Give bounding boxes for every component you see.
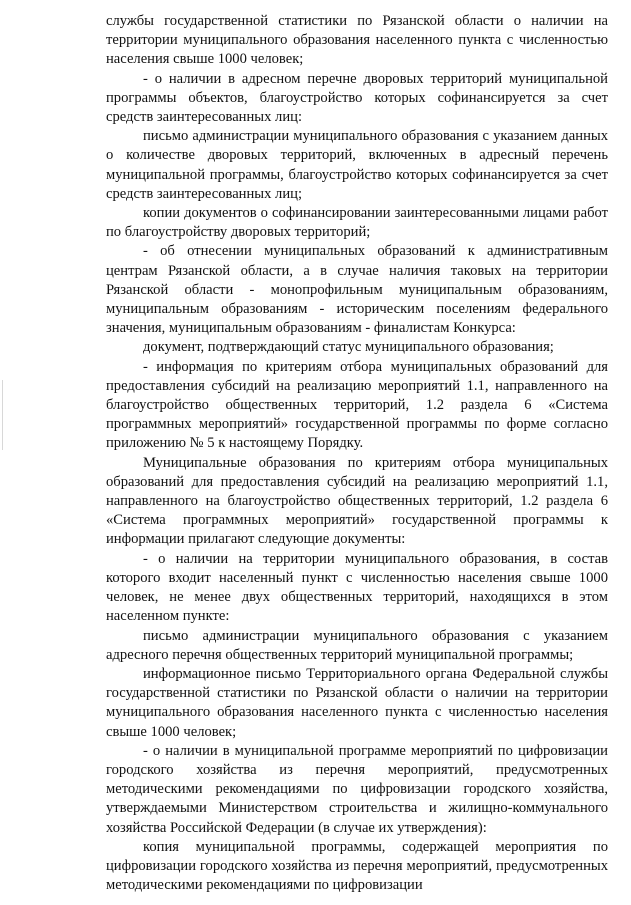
paragraph: - информация по критериям отбора муниципальных образований для предоставления субсидий на реализацию мероприятий 1.1, направленного на благоустройство общественных территорий, 1.2 раздела 6 «Система программных мероприятий» государственной программы по форме согласно приложению № 5 к настоящему Порядку.	[106, 358, 608, 452]
paragraph: - о наличии на территории муниципального образования, в состав которого входит населенный пункт с численностью населения свыше 1000 человек, не менее двух общественных территорий, находящихся в этом населенном пункте:	[106, 550, 608, 625]
paragraph: копии документов о софинансировании заинтересованными лицами работ по благоустройству дворовых территорий;	[106, 205, 608, 241]
paragraph: письмо администрации муниципального образования с указанием адресного перечня общественных территорий муниципальной программы;	[106, 627, 608, 663]
paragraph: - о наличии в муниципальной программе мероприятий по цифровизации городского хозяйства из перечня мероприятий, предусмотренных методическими рекомендациями по цифровизации городского хозяйства, утверждаемыми Министерством строительства и жилищно-коммунального хозяйства Российской Федерации (в случае их утверждения):	[106, 742, 608, 836]
paragraph: информационное письмо Территориального органа Федеральной службы государственной статистики по Рязанской области о наличии на территории муниципального образования населенного пункта с численностью населения свыше 1000 человек;	[106, 665, 608, 740]
paragraph: копия муниципальной программы, содержащей мероприятия по цифровизации городского хозяйства из перечня мероприятий, предусмотренных методическими рекомендациями по цифровизации	[106, 838, 608, 894]
paragraph: письмо администрации муниципального образования с указанием данных о количестве дворовых территорий, включенных в адресный перечень муниципальной программы, благоустройство которых софинансируется за счет средств заинтересованных лиц;	[106, 128, 608, 202]
paragraph: - о наличии в адресном перечне дворовых территорий муниципальной программы объектов, благоустройство которых софинансируется за счет средств заинтересованных лиц:	[106, 70, 608, 126]
document-body	[106, 12, 608, 895]
paragraph: службы государственной статистики по Рязанской области о наличии на территории муниципального образования населенного пункта с численностью населения свыше 1000 человек;	[106, 13, 608, 68]
scan-edge-mark	[2, 380, 3, 450]
paragraph: Муниципальные образования по критериям отбора муниципальных образований для предоставления субсидий на реализацию мероприятий 1.1, направленного на благоустройство общественных территорий, 1.2 раздела 6 «Система программных мероприятий» государственной программы к информации прилагают следующие документы:	[106, 454, 608, 548]
paragraph: документ, подтверждающий статус муниципального образования;	[143, 339, 554, 356]
paragraph: - об отнесении муниципальных образований к административным центрам Рязанской области, а в случае наличия таковых на территории Рязанской области - монопрофильным муниципальным образованиям, муниципальным образованиям - историческим поселениям федерального значения, муниципальным образованиям - финалистам Конкурса:	[106, 243, 608, 337]
